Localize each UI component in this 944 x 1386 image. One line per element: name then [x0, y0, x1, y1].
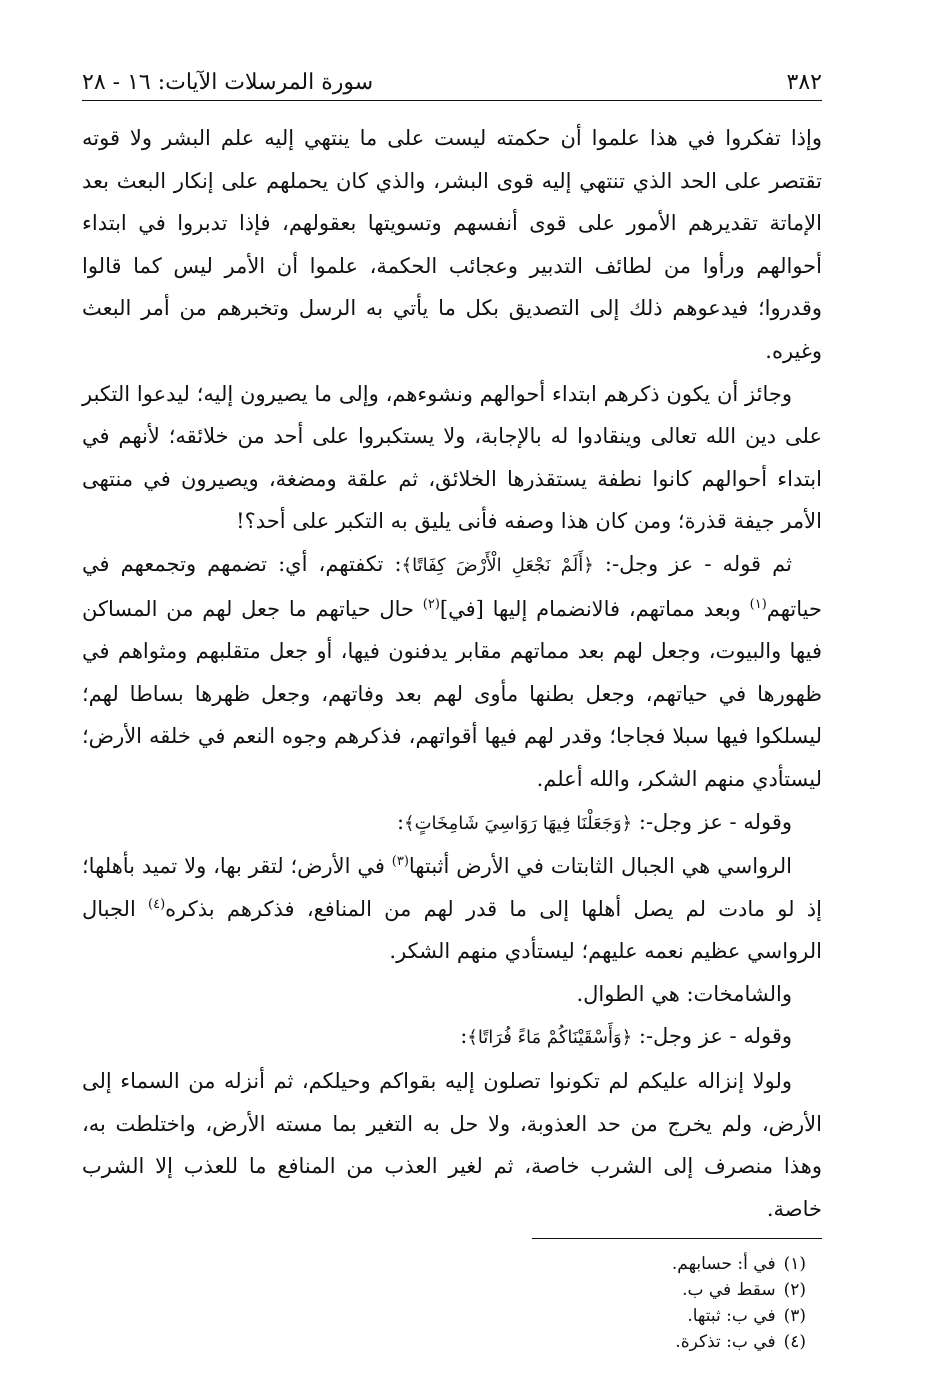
page-header	[82, 58, 822, 94]
running-title: سورة المرسلات الآيات: ١٦ - ٢٨	[82, 70, 374, 95]
footnotes	[82, 1251, 822, 1355]
footnote-ref-2[interactable]: (٢)	[422, 596, 440, 612]
paragraph-5	[82, 845, 822, 973]
quran-verse-2: ﴿وَجَعَلْنَا فِيهَا رَوَاسِيَ شَامِخَاتٍ﴾	[404, 812, 633, 834]
footnote-ref-1[interactable]: (١)	[749, 596, 767, 612]
footnote-4	[82, 1329, 822, 1355]
footnote-text: في ب: تذكرة.	[675, 1332, 776, 1353]
paragraph-7-tail: :	[460, 1024, 468, 1049]
quran-verse-1: ﴿أَلَمْ نَجْعَلِ الْأَرْضَ كِفَاتًا﴾	[401, 554, 594, 576]
page-number: ٣٨٢	[786, 70, 822, 95]
footnote-number: (١)	[783, 1254, 806, 1275]
footnote-text: سقط في ب.	[682, 1280, 776, 1301]
paragraph-3-text-c: حال حياتهم ما جعل لهم من المساكن فيها والبيوت، وجعل لهم بعد مماتهم مقابر يدفنون فيها، أو جعل متقلبهم ومثواهم في ظهورها في حياتهم، وجعل بطنها مأوى لهم بعد وفاتهم، وجعل ظهرها بساطا لهم؛ ليسلكوا فيها سبلا فجاجا؛ وقدر لهم فيها أقواتهم، فذكرهم وجوه النعم في خلقه الأرض؛ ليستأدي منهم الشكر، والله أعلم.	[82, 596, 822, 791]
paragraph-3-intro: ثم قوله - عز وجل-:	[593, 551, 793, 576]
paragraph-4	[82, 801, 822, 846]
footnote-rule	[532, 1238, 822, 1239]
paragraph-8: ولولا إنزاله عليكم لم تكونوا تصلون إليه بقواكم وحيلكم، ثم أنزله من السماء إلى الأرض، ولم يخرج من حد العذوبة، ولا حل به التغير بما مسته الأرض، واختلطت به، وهذا منصرف إلى الشرب خاصة، ثم لغير العذب من المنافع ما للعذب إلا الشرب خاصة.	[82, 1069, 822, 1221]
paragraph-6: والشامخات: هي الطوال.	[576, 981, 792, 1006]
paragraph-7	[82, 1015, 822, 1060]
paragraph-3	[82, 543, 822, 801]
footnote-1	[82, 1251, 822, 1277]
paragraph-4-tail: :	[396, 809, 405, 834]
paragraph-4-intro: وقوله - عز وجل-:	[632, 809, 792, 834]
footnote-number: (٢)	[783, 1280, 806, 1301]
footnote-3	[82, 1303, 822, 1329]
book-page	[82, 58, 822, 1355]
header-rule	[82, 100, 822, 101]
paragraph-2: وجائز أن يكون ذكرهم ابتداء أحوالهم ونشوءهم، وإلى ما يصيرون إليه؛ ليدعوا التكبر على دين الله تعالى وينقادوا له بالإجابة، ولا يستكبروا على أحد من خلائقه؛ لأنهم في ابتداء أحوالهم كانوا نطفة يستقذرها الخلائق، ثم علقة ومضغة، ويصيرون في منتهى الأمر جيفة قذرة؛ ومن كان هذا وصفه فأنى يليق به التكبر على أحد؟!	[82, 381, 822, 534]
footnote-text: في أ: حسابهم.	[671, 1254, 776, 1275]
paragraph-5-text-c: الجبال الرواسي عظيم نعمه عليهم؛ ليستأدي منهم الشكر.	[82, 896, 822, 964]
quran-verse-3: ﴿وَأَسْقَيْنَاكُمْ مَاءً فُرَاتًا﴾	[467, 1027, 633, 1049]
paragraph-5-text-b: في الأرض؛ لتقر بها، ولا تميد بأهلها؛ إذ لو مادت لم يصل أهلها إلى ما قدر لهم من المنافع، فذكرهم بذكره	[82, 854, 822, 921]
footnote-ref-4[interactable]: (٤)	[148, 896, 166, 912]
footnote-2	[82, 1277, 822, 1303]
paragraph-1: وإذا تفكروا في هذا علموا أن حكمته ليست على ما ينتهي إليه علم البشر ولا قوته تقتصر على الحد الذي تنتهي إليه قوى البشر، والذي كان يحملهم على إنكار البعث بعد الإماتة تقديرهم الأمور على قوى أنفسهم وتسويتها بعقولهم، فإذا تدبروا في ابتداء أحوالهم ورأوا من لطائف التدبير وعجائب الحكمة، علموا أن الأمر ليس كما قالوا وقدروا؛ فيدعوهم ذلك إلى التصديق بكل ما يأتي به الرسل وتخبرهم من أمر البعث وغيره.	[82, 126, 822, 363]
paragraph-3-text-b: وبعد مماتهم، فالانضمام إليها [في]	[439, 596, 750, 621]
footnote-number: (٣)	[783, 1306, 806, 1327]
body-text	[82, 117, 822, 1230]
paragraph-7-intro: وقوله - عز وجل-:	[632, 1024, 792, 1049]
footnote-number: (٤)	[783, 1332, 806, 1353]
footnote-text: في ب: ثبتها.	[687, 1306, 776, 1327]
footnote-ref-3[interactable]: (٣)	[391, 854, 409, 870]
paragraph-3-text-a: : تكفتهم، أي: تضمهم وتجمعهم في حياتهم	[82, 551, 822, 621]
paragraph-5-text-a: الرواسي هي الجبال الثابتات في الأرض أثبتها	[408, 854, 792, 879]
